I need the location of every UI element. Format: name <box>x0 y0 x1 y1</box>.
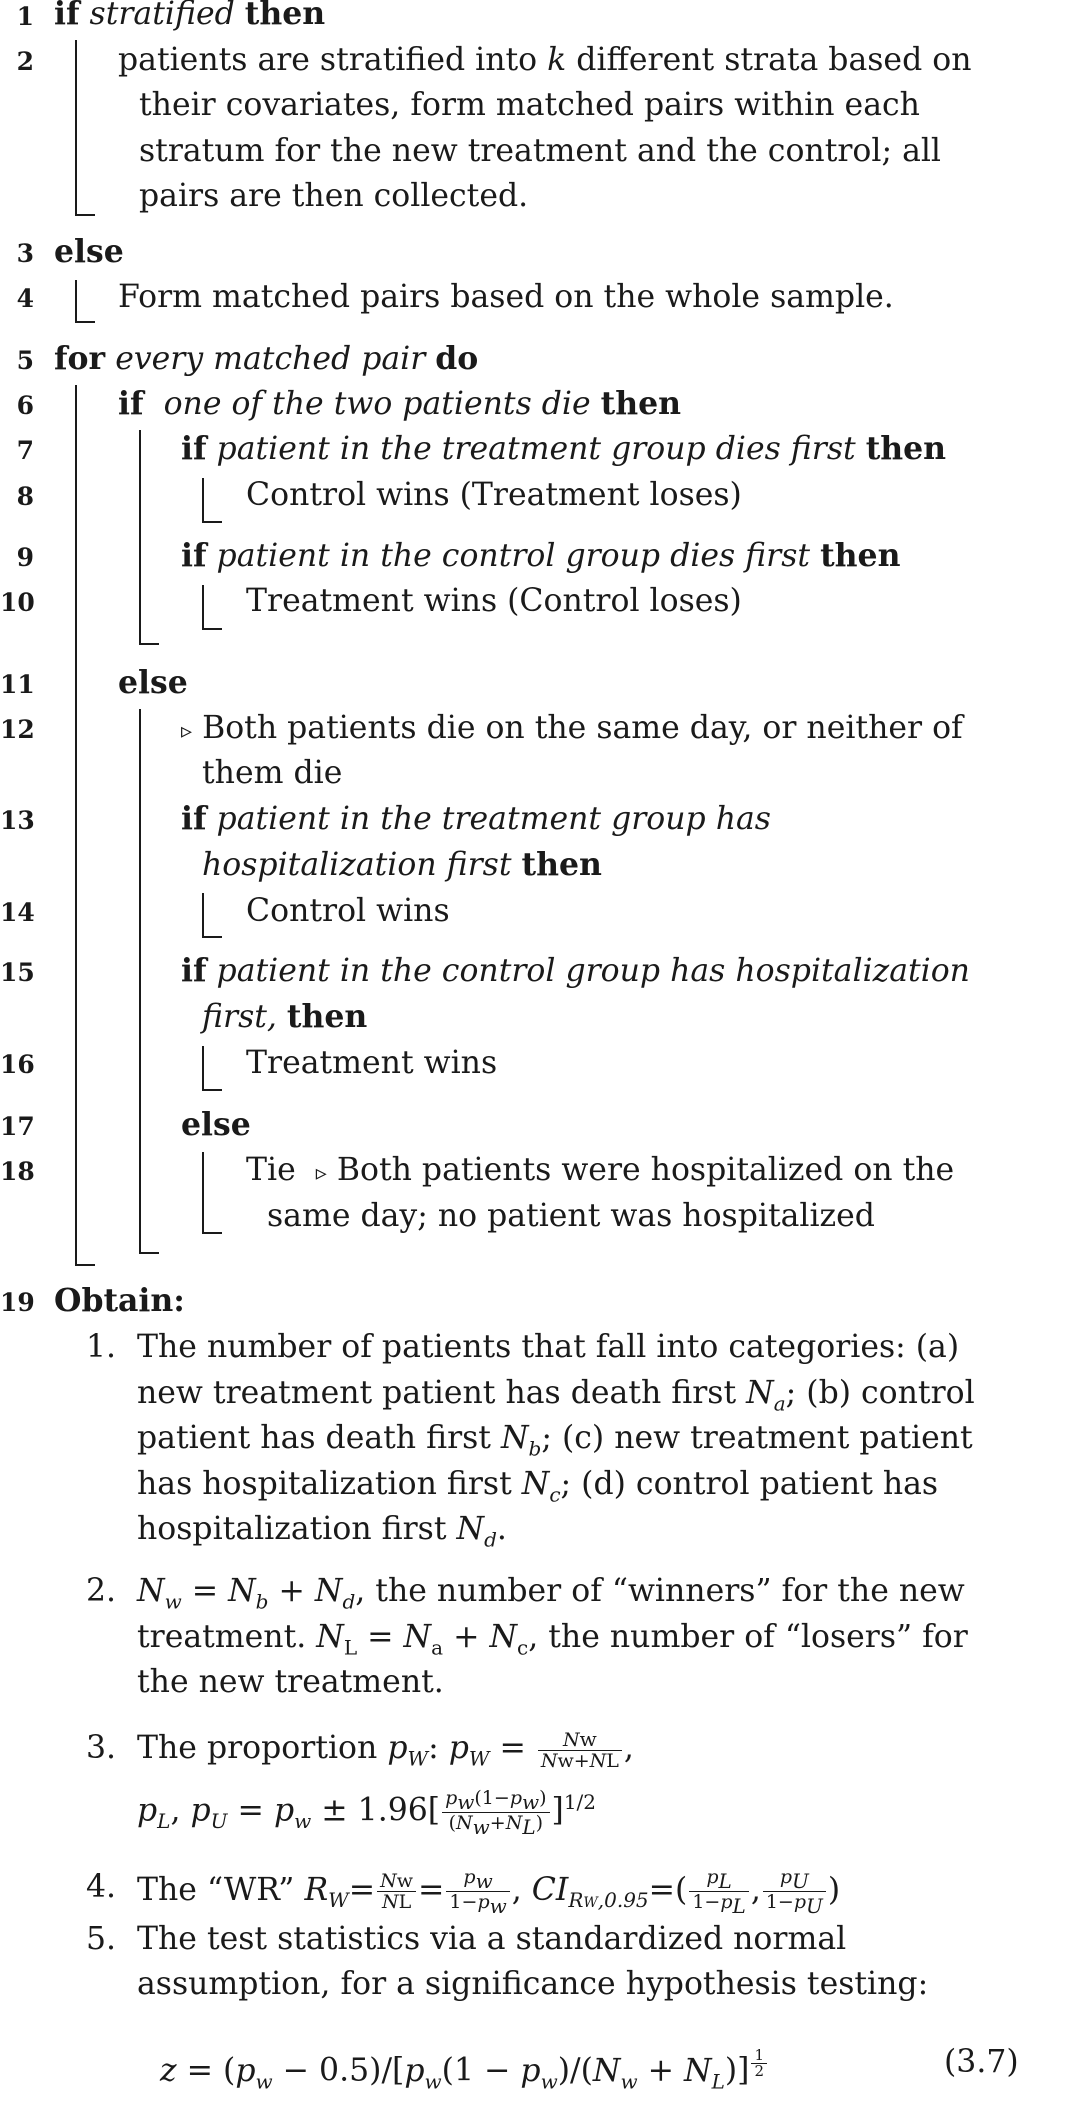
condition: patient in the treatment group has <box>216 801 771 837</box>
block-rule <box>75 40 77 216</box>
math-sub: b <box>528 1436 542 1461</box>
math-var: CI <box>531 1871 569 1908</box>
line-number: 3 <box>16 239 34 268</box>
fraction: $\frac{p_L}{1-p_L}$ <box>689 1867 748 1916</box>
fraction: $\frac{Nw}{Nw+NL}$ <box>538 1729 622 1771</box>
block-rule <box>202 585 204 630</box>
algo-line-14: Control wins <box>246 893 450 929</box>
math-var: N <box>316 1619 344 1655</box>
algo-line-15 <box>181 951 970 991</box>
block-rule <box>139 643 159 645</box>
line-number: 13 <box>0 806 35 835</box>
math-sub: b <box>255 1589 269 1614</box>
line-number: 14 <box>0 898 35 927</box>
math-sub: ,0.95 <box>597 1888 649 1913</box>
keyword: then <box>521 846 602 883</box>
math-sub: U <box>210 1808 228 1833</box>
math-sub: a <box>773 1391 786 1416</box>
algo-line-2-cont: their covariates, form matched pairs within each <box>139 87 920 123</box>
math-var: p <box>190 1792 211 1829</box>
text: ; (d) control patient has <box>560 1466 939 1502</box>
algo-line-4: Form matched pairs based on the whole sample. <box>118 279 894 315</box>
list-marker: 4. <box>86 1869 117 1905</box>
keyword: do <box>435 340 479 377</box>
text: , the number of “losers” for <box>528 1619 968 1655</box>
fraction: 1 2 <box>751 2048 767 2079</box>
list-item-1: The number of patients that fall into categories: (a) <box>137 1329 960 1365</box>
list-item-2-cont: the new treatment. <box>137 1664 444 1700</box>
list-item-5-cont: assumption, for a significance hypothesis testing: <box>137 1966 929 2002</box>
block-rule <box>75 321 95 323</box>
fraction: $\frac{Nw}{NL}$ <box>377 1871 416 1912</box>
keyword: if <box>54 0 80 32</box>
math-var: R <box>304 1871 329 1908</box>
algo-line-6 <box>118 384 681 424</box>
text: has hospitalization first <box>137 1466 512 1502</box>
algo-line-9 <box>181 536 901 576</box>
text: The proportion <box>137 1730 378 1766</box>
algo-line-12-cont: them die <box>202 755 343 791</box>
condition: first, <box>202 999 277 1035</box>
math-expr: = N <box>181 1573 256 1609</box>
algo-line-2-cont: pairs are then collected. <box>139 178 529 214</box>
text: ; (c) new treatment patient <box>541 1420 973 1456</box>
algo-line-11: else <box>118 664 188 701</box>
condition: one of the two patients die <box>163 386 591 422</box>
text: ; (b) control <box>785 1375 975 1411</box>
block-rule <box>202 478 204 523</box>
algo-line-12 <box>181 708 963 752</box>
math-var: p <box>387 1730 408 1766</box>
math-sub: c <box>517 1635 529 1660</box>
coefficient: 1.96 <box>357 1792 428 1829</box>
line-number: 16 <box>0 1050 35 1079</box>
math-sub: d <box>342 1589 356 1614</box>
block-rule <box>202 936 222 938</box>
line-number: 12 <box>0 715 35 744</box>
math-var: N <box>137 1573 165 1609</box>
keyword: then <box>865 430 947 467</box>
text: treatment. <box>137 1619 307 1655</box>
block-rule <box>202 893 204 938</box>
comment-triangle-icon: ▹ <box>315 1161 327 1186</box>
comment: Both patients die on the same day, or neither of <box>202 710 963 746</box>
list-item-1-cont <box>137 1373 975 1423</box>
fraction: $\frac{p_w(1-p_w)}{(N_w+N_L)}$ <box>442 1788 549 1837</box>
exponent: 1/2 <box>563 1790 597 1814</box>
math-expr: + N <box>443 1619 518 1655</box>
algo-line-17: else <box>181 1106 251 1143</box>
math-var: N <box>746 1375 774 1411</box>
line-number: 18 <box>0 1157 35 1186</box>
keyword: if <box>181 952 207 989</box>
algo-line-3: else <box>54 233 124 270</box>
algo-line-10: Treatment wins (Control loses) <box>246 583 742 619</box>
list-item-1-cont <box>137 1464 938 1514</box>
block-rule <box>75 214 95 216</box>
text: hospitalization first <box>137 1511 447 1547</box>
keyword: if <box>118 385 144 422</box>
list-item-2-cont <box>137 1617 968 1667</box>
list-marker: 5. <box>86 1921 117 1957</box>
math-sub: a <box>431 1635 444 1660</box>
math-var: k <box>547 42 567 78</box>
keyword: then <box>820 537 901 574</box>
text: patient has death first <box>137 1420 491 1456</box>
text: new treatment patient has death first <box>137 1375 737 1411</box>
line-number: 17 <box>0 1112 35 1141</box>
keyword: for <box>54 340 106 377</box>
block-rule <box>202 1152 204 1234</box>
math-sub: L <box>343 1635 358 1660</box>
condition: patient in the control group dies first <box>216 538 811 574</box>
math-sub: W <box>328 1888 349 1913</box>
condition: hospitalization first <box>202 847 512 883</box>
block-rule <box>139 430 141 645</box>
line-number: 1 <box>16 2 34 31</box>
math-var: N <box>500 1420 529 1456</box>
math-sub: L <box>157 1808 171 1833</box>
keyword: then <box>244 0 326 32</box>
math-var: N <box>521 1466 550 1502</box>
condition: stratified <box>89 0 235 32</box>
block-rule <box>202 521 222 523</box>
line-number: 15 <box>0 958 35 987</box>
math-sub: R <box>568 1888 584 1913</box>
block-rule <box>139 1252 159 1254</box>
block-rule <box>202 628 222 630</box>
keyword: if <box>181 537 207 574</box>
list-item-3-cont: $p_L$, $p_U = p_w \pm 1.96$[ $\frac{p_w(1-p_w)}{(N_w+N_L)}$ ]$^{1/2}$ <box>137 1786 597 1839</box>
line-number: 9 <box>16 543 34 572</box>
algo-line-16: Treatment wins <box>246 1045 498 1081</box>
text: , the number of “winners” for the new <box>355 1573 965 1609</box>
list-item-3: The proportion $p_W$: $p_W$ = $\frac{Nw}{Nw+NL}$ , <box>137 1726 634 1772</box>
list-item-1-cont <box>137 1509 507 1559</box>
list-item-5: The test statistics via a standardized normal <box>137 1921 847 1957</box>
algo-line-18-cont: same day; no patient was hospitalized <box>267 1198 875 1234</box>
math-sub: W <box>468 1746 490 1771</box>
block-rule <box>75 1264 95 1266</box>
algo-line-1 <box>54 0 325 34</box>
algo-line-2 <box>118 40 972 80</box>
math-var: p <box>448 1730 469 1766</box>
keyword: if <box>181 800 207 837</box>
math-expr: = N <box>357 1619 432 1655</box>
block-rule <box>202 1232 222 1234</box>
line-number: 8 <box>16 482 34 511</box>
list-item-4: The “WR” $R_W=$ $\frac{Nw}{NL}$ = $\frac{p_w}{1-p_w}$ , $CI_{RW,0.95}=$( $\frac{p_L}{1-p_L}$ , $\frac{p_U}{1-p_U}$ ) <box>137 1866 841 1918</box>
algo-line-2-cont: stratum for the new treatment and the control; all <box>139 133 942 169</box>
math-sub: d <box>484 1527 497 1552</box>
block-rule <box>202 1089 222 1091</box>
math-sub: W <box>583 1895 598 1912</box>
condition: patient in the treatment group dies first <box>216 431 856 467</box>
algo-line-7 <box>181 429 946 469</box>
keyword: if <box>181 430 207 467</box>
text: . <box>496 1511 507 1547</box>
list-item-1-cont <box>137 1418 973 1468</box>
fraction: $\frac{p_U}{1-p_U}$ <box>763 1867 826 1916</box>
algo-line-5 <box>54 339 478 379</box>
keyword: then <box>600 385 682 422</box>
list-item-2 <box>137 1571 965 1621</box>
math-expr: + N <box>268 1573 343 1609</box>
block-rule <box>75 280 77 323</box>
algo-line-13-cont <box>202 845 602 885</box>
algo-line-18 <box>246 1150 954 1194</box>
equation-number: (3.7) <box>944 2044 1019 2080</box>
math-var: p <box>137 1792 158 1829</box>
line-number: 4 <box>16 284 34 313</box>
math-sub: c <box>549 1482 561 1507</box>
comment-triangle-icon: ▹ <box>181 719 193 744</box>
text: Tie <box>246 1152 296 1188</box>
line-number: 2 <box>16 47 34 76</box>
algo-line-13 <box>181 799 771 839</box>
list-marker: 2. <box>86 1573 117 1609</box>
keyword: then <box>286 998 368 1035</box>
math-var: N <box>456 1511 485 1547</box>
line-number: 5 <box>16 346 34 375</box>
condition: patient in the control group has hospitalization <box>216 953 970 989</box>
line-number: 10 <box>0 588 35 617</box>
constant: 0.5 <box>319 2052 370 2089</box>
math-sub: w <box>164 1589 182 1614</box>
list-marker: 1. <box>86 1329 117 1365</box>
line-number: 7 <box>16 436 34 465</box>
list-marker: 3. <box>86 1730 117 1766</box>
text: The “WR” <box>137 1871 295 1908</box>
condition: every matched pair <box>115 341 426 377</box>
block-rule <box>202 1046 204 1091</box>
algo-line-8: Control wins (Treatment loses) <box>246 477 742 513</box>
text: different strata based on <box>576 42 972 78</box>
line-number: 19 <box>0 1288 35 1317</box>
line-number: 11 <box>0 670 35 699</box>
equation: $z = (p_w - 0.5)/[p_w(1 - p_w)/(N_w + N_L)]$ $^{\frac{1}{2}}$ <box>160 2042 769 2101</box>
math-sub: W <box>407 1746 429 1771</box>
block-rule <box>75 385 77 1266</box>
text: patients are stratified into <box>118 42 538 78</box>
algo-line-19: Obtain: <box>54 1282 185 1319</box>
comment: Both patients were hospitalized on the <box>336 1152 955 1188</box>
algo-line-15-cont <box>202 997 367 1037</box>
line-number: 6 <box>16 391 34 420</box>
block-rule <box>139 709 141 1254</box>
fraction: $\frac{p_w}{1-p_w}$ <box>446 1867 509 1916</box>
